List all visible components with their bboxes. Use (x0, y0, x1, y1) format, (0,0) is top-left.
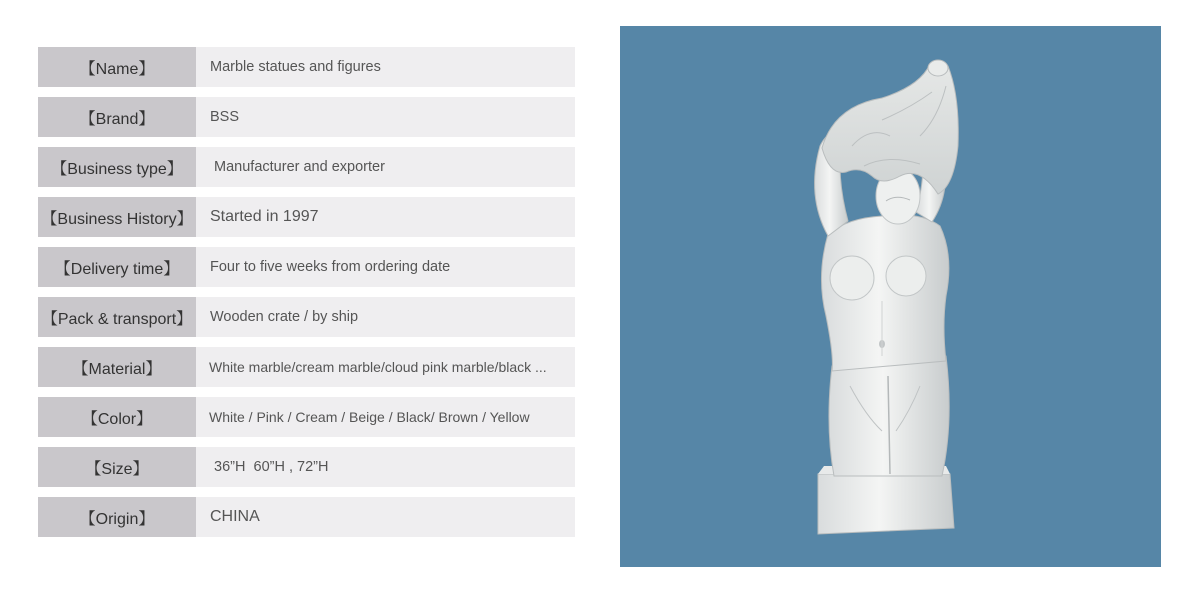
spec-label: 【Name】 (38, 47, 196, 87)
spec-label: 【Business History】 (38, 197, 196, 237)
spec-table (38, 47, 575, 547)
product-photo (620, 26, 1161, 567)
spec-label: 【Delivery time】 (38, 247, 196, 287)
spec-row-brand (38, 97, 575, 137)
spec-value: White marble/cream marble/cloud pink marble/black ... (196, 347, 575, 387)
spec-row-delivery-time (38, 247, 575, 287)
spec-value: Wooden crate / by ship (196, 297, 575, 337)
spec-value: CHINA (196, 497, 575, 537)
spec-row-color (38, 397, 575, 437)
spec-value: Manufacturer and exporter (196, 147, 575, 187)
spec-value: White / Pink / Cream / Beige / Black/ Brown / Yellow (196, 397, 575, 437)
spec-label: 【Pack & transport】 (38, 297, 196, 337)
spec-label: 【Origin】 (38, 497, 196, 537)
spec-label: 【Color】 (38, 397, 196, 437)
spec-label: 【Material】 (38, 347, 196, 387)
spec-label: 【Brand】 (38, 97, 196, 137)
spec-row-origin (38, 497, 575, 537)
spec-row-business-type (38, 147, 575, 187)
spec-row-business-history (38, 197, 575, 237)
spec-label: 【Size】 (38, 447, 196, 487)
marble-statue-illustration (620, 26, 1161, 567)
spec-value: 36”H 60”H , 72”H (196, 447, 575, 487)
spec-value: Marble statues and figures (196, 47, 575, 87)
spec-value: Started in 1997 (196, 197, 575, 237)
spec-value: Four to five weeks from ordering date (196, 247, 575, 287)
spec-row-name (38, 47, 575, 87)
spec-value: BSS (196, 97, 575, 137)
spec-label: 【Business type】 (38, 147, 196, 187)
spec-row-pack-transport (38, 297, 575, 337)
spec-row-material (38, 347, 575, 387)
spec-row-size (38, 447, 575, 487)
